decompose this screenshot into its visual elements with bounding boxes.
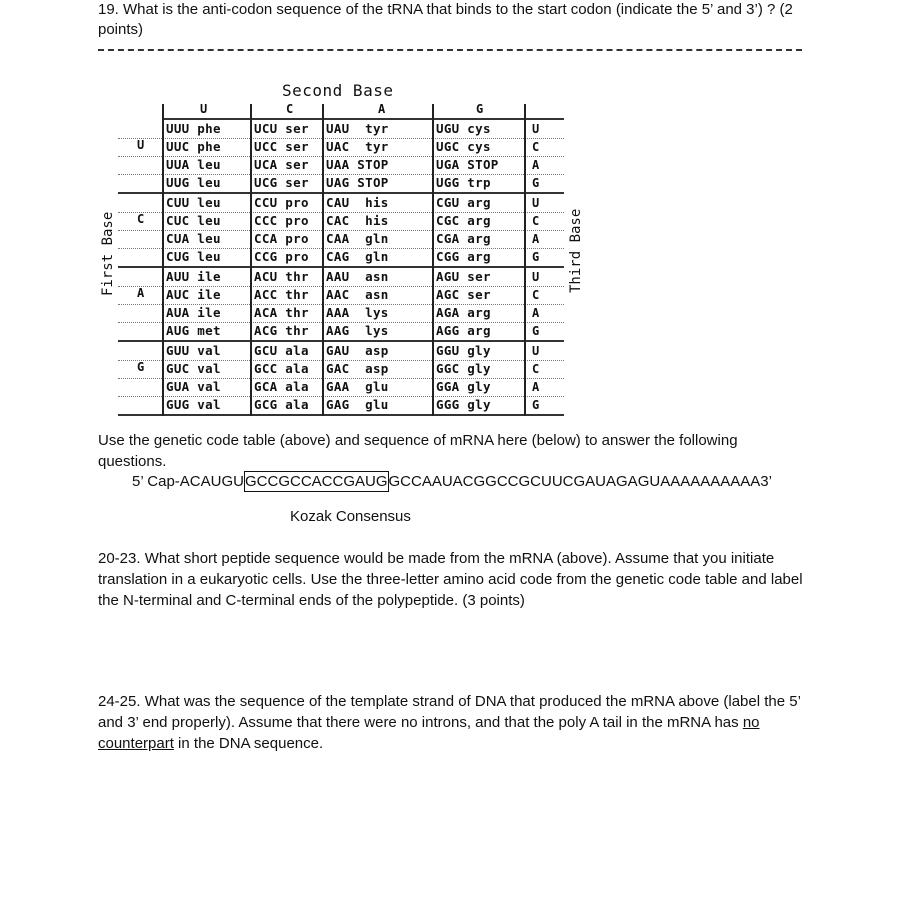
codon-cell: UGA STOP: [436, 157, 499, 172]
codon-cell: AAA lys: [326, 305, 389, 320]
codon-cell: AGG arg: [436, 323, 491, 338]
codon-cell: ACG thr: [254, 323, 309, 338]
codon-cell: CAA gln: [326, 231, 389, 246]
codon-cell: CGU arg: [436, 195, 491, 210]
dashed-divider: [98, 49, 802, 51]
codon-cell: AAC asn: [326, 287, 389, 302]
codon-cell: AGA arg: [436, 305, 491, 320]
codon-cell: GCC ala: [254, 361, 309, 376]
codon-cell: CCC pro: [254, 213, 309, 228]
genetic-code-table: [96, 80, 590, 420]
codon-cell: GCA ala: [254, 379, 309, 394]
codon-cell: CUU leu: [166, 195, 221, 210]
column-divider: [322, 104, 324, 416]
third-base-label: U: [532, 270, 540, 284]
first-base-label: G: [137, 360, 145, 374]
codon-cell: AAU asn: [326, 269, 389, 284]
third-base-label: A: [532, 306, 540, 320]
codon-cell: UGU cys: [436, 121, 491, 136]
third-base-label: U: [532, 122, 540, 136]
codon-cell: AUG met: [166, 323, 221, 338]
codon-cell: CGC arg: [436, 213, 491, 228]
row-separator: [118, 414, 564, 416]
codon-cell: AUA ile: [166, 305, 221, 320]
second-base-header: G: [476, 102, 484, 116]
question-24-25: [98, 691, 814, 754]
third-base-label: G: [532, 398, 540, 412]
codon-cell: UAC tyr: [326, 139, 389, 154]
codon-cell: GUC val: [166, 361, 221, 376]
question-19: 19. What is the anti-codon sequence of the tRNA that binds to the start codon (indicate the 5’ and 3’) ? (2 points): [98, 1, 793, 38]
codon-cell: GUG val: [166, 397, 221, 412]
codon-cell: UAU tyr: [326, 121, 389, 136]
codon-cell: CCA pro: [254, 231, 309, 246]
codon-cell: UCU ser: [254, 121, 309, 136]
codon-cell: GCU ala: [254, 343, 309, 358]
codon-cell: UGG trp: [436, 175, 491, 190]
third-base-title: Third Base: [568, 208, 584, 293]
third-base-label: C: [532, 362, 540, 376]
third-base-label: U: [532, 196, 540, 210]
codon-cell: AAG lys: [326, 323, 389, 338]
codon-cell: CCU pro: [254, 195, 309, 210]
codon-cell: GGC gly: [436, 361, 491, 376]
third-base-label: A: [532, 380, 540, 394]
instructions-text: Use the genetic code table (above) and sequence of mRNA here (below) to answer the following questions.: [98, 432, 738, 470]
question-24-25-end: in the DNA sequence.: [173, 735, 324, 752]
second-base-header: C: [286, 102, 294, 116]
codon-cell: GGU gly: [436, 343, 491, 358]
column-divider: [524, 104, 526, 416]
codon-cell: UGC cys: [436, 139, 491, 154]
codon-cell: AUU ile: [166, 269, 221, 284]
codon-cell: UUC phe: [166, 139, 221, 154]
codon-cell: CGG arg: [436, 249, 491, 264]
codon-cell: UCC ser: [254, 139, 309, 154]
codon-cell: CAG gln: [326, 249, 389, 264]
codon-cell: CCG pro: [254, 249, 309, 264]
mrna-prefix: 5’ Cap-ACAUGU: [132, 473, 244, 490]
codon-cell: UUU phe: [166, 121, 221, 136]
third-base-label: G: [532, 250, 540, 264]
codon-cell: GCG ala: [254, 397, 309, 412]
codon-cell: GUA val: [166, 379, 221, 394]
codon-cell: ACC thr: [254, 287, 309, 302]
mrna-suffix: GCCAAUACGGCCGCUUCGAUAGAGUAAAAAAAAAA3’: [388, 473, 772, 490]
codon-cell: UUA leu: [166, 157, 221, 172]
codon-cell: AUC ile: [166, 287, 221, 302]
no-counterpart-underlined: no counterpart: [98, 714, 760, 752]
mrna-sequence: [132, 472, 772, 492]
codon-cell: CAC his: [326, 213, 389, 228]
codon-cell: UAG STOP: [326, 175, 389, 190]
third-base-label: A: [532, 232, 540, 246]
third-base-label: C: [532, 214, 540, 228]
codon-cell: GUU val: [166, 343, 221, 358]
codon-cell: ACA thr: [254, 305, 309, 320]
codon-cell: ACU thr: [254, 269, 309, 284]
codon-cell: UUG leu: [166, 175, 221, 190]
codon-cell: GGA gly: [436, 379, 491, 394]
third-base-label: G: [532, 324, 540, 338]
first-base-label: C: [137, 212, 145, 226]
codon-cell: GAA glu: [326, 379, 389, 394]
codon-cell: GGG gly: [436, 397, 491, 412]
column-divider: [432, 104, 434, 416]
codon-cell: GAG glu: [326, 397, 389, 412]
third-base-label: C: [532, 140, 540, 154]
third-base-label: G: [532, 176, 540, 190]
codon-cell: CUC leu: [166, 213, 221, 228]
second-base-title: Second Base: [282, 81, 394, 100]
codon-cell: UAA STOP: [326, 157, 389, 172]
column-divider: [162, 104, 164, 416]
codon-cell: CUA leu: [166, 231, 221, 246]
question-24-25-text: 24-25. What was the sequence of the template strand of DNA that produced the mRNA above (label the 5’ and 3’ end properly). Assume that there were no introns, and that the poly A tail in the mRNA has: [98, 693, 801, 731]
codon-cell: CAU his: [326, 195, 389, 210]
second-base-header: U: [200, 102, 208, 116]
codon-cell: GAC asp: [326, 361, 389, 376]
first-base-label: A: [137, 286, 145, 300]
codon-cell: AGC ser: [436, 287, 491, 302]
third-base-label: A: [532, 158, 540, 172]
question-20-23: 20-23. What short peptide sequence would be made from the mRNA (above). Assume that you initiate translation in a eukaryotic cells. Use the three-letter amino acid code from the genetic code table and label the N-terminal and C-terminal ends of the polypeptide. (3 points): [98, 550, 803, 609]
kozak-label: Kozak Consensus: [290, 508, 411, 525]
column-divider: [250, 104, 252, 416]
codon-cell: UCA ser: [254, 157, 309, 172]
second-base-header: A: [378, 102, 386, 116]
third-base-label: U: [532, 344, 540, 358]
codon-cell: CGA arg: [436, 231, 491, 246]
codon-cell: GAU asp: [326, 343, 389, 358]
first-base-label: U: [137, 138, 145, 152]
codon-cell: AGU ser: [436, 269, 491, 284]
kozak-box: GCCGCCACCGAUG: [244, 473, 388, 490]
third-base-label: C: [532, 288, 540, 302]
codon-cell: CUG leu: [166, 249, 221, 264]
first-base-title: First Base: [100, 211, 116, 296]
codon-cell: UCG ser: [254, 175, 309, 190]
